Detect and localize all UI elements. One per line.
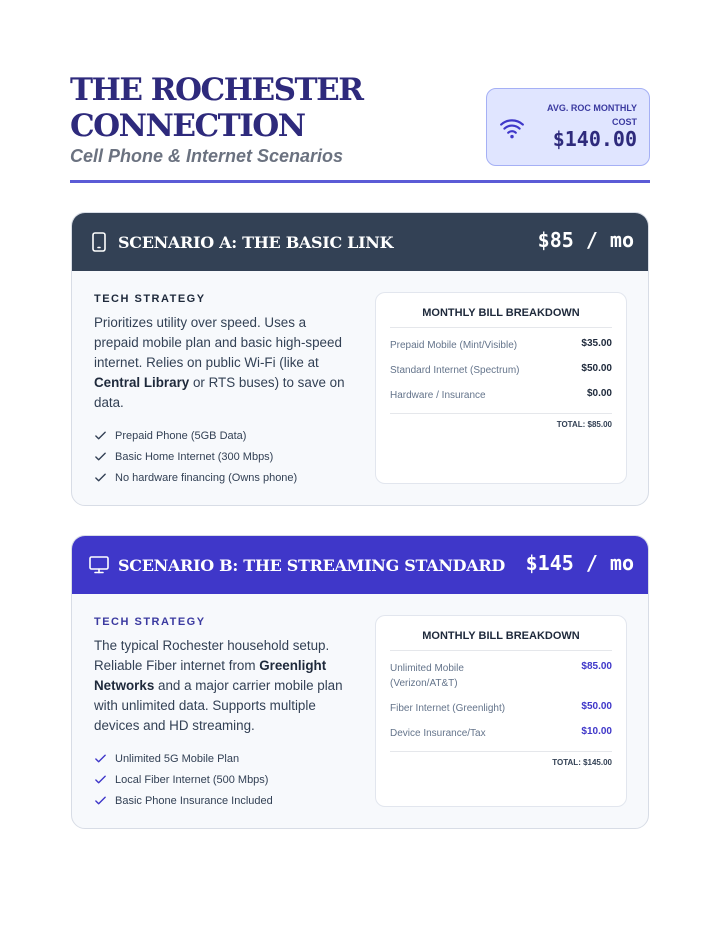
bill-total: TOTAL: $145.00 bbox=[390, 751, 612, 767]
feature-list bbox=[94, 425, 354, 488]
list-item: Local Fiber Internet (500 Mbps) bbox=[94, 769, 354, 790]
check-icon bbox=[94, 429, 107, 442]
scenario-b-price: $145 / mo bbox=[525, 551, 634, 575]
list-item: Basic Home Internet (300 Mbps) bbox=[94, 446, 354, 467]
bill-row: Prepaid Mobile (Mint/Visible) $35.00 bbox=[390, 338, 612, 351]
phone-icon bbox=[88, 231, 110, 253]
avg-cost-label: AVG. ROC MONTHLY COST bbox=[546, 103, 637, 127]
scenario-a-header bbox=[72, 213, 648, 271]
highlight-text: Central Library bbox=[94, 375, 190, 390]
highlight-text: Greenlight Networks bbox=[94, 658, 327, 693]
check-icon bbox=[94, 752, 107, 765]
bill-total: TOTAL: $85.00 bbox=[390, 413, 612, 429]
list-item: Basic Phone Insurance Included bbox=[94, 790, 354, 811]
page-subtitle: Cell Phone & Internet Scenarios bbox=[70, 146, 344, 166]
list-item: Unlimited 5G Mobile Plan bbox=[94, 748, 354, 769]
bill-row: Unlimited Mobile (Verizon/AT&T) $85.00 bbox=[390, 661, 612, 689]
check-icon bbox=[94, 794, 107, 807]
check-icon bbox=[94, 773, 107, 786]
monitor-icon bbox=[88, 554, 110, 576]
scenario-a-bill bbox=[375, 292, 627, 484]
bill-row: Standard Internet (Spectrum) $50.00 bbox=[390, 363, 612, 376]
title-line-2: CONNECTION bbox=[70, 108, 305, 144]
wifi-icon bbox=[499, 115, 525, 141]
check-icon bbox=[94, 471, 107, 484]
strategy-description: Prioritizes utility over speed. Uses a prepaid mobile plan and basic high-speed internet. Relies on public Wi-Fi (like at Central Library or RTS buses) to save on data. bbox=[94, 315, 345, 410]
list-item: Prepaid Phone (5GB Data) bbox=[94, 425, 354, 446]
scenario-b-bill bbox=[375, 615, 627, 807]
bill-row: Hardware / Insurance $0.00 bbox=[390, 388, 612, 401]
bill-title: MONTHLY BILL BREAKDOWN bbox=[390, 307, 612, 328]
bill-title: MONTHLY BILL BREAKDOWN bbox=[390, 630, 612, 651]
header-divider bbox=[70, 180, 650, 183]
strategy-description: The typical Rochester household setup. Reliable Fiber internet from Greenlight Networks and a major carrier mobile plan with unlimited data. Supports multiple devices and HD streaming. bbox=[94, 638, 343, 733]
avg-cost-box bbox=[486, 88, 650, 166]
scenario-b-card bbox=[71, 535, 649, 829]
scenario-b-title: SCENARIO B: THE STREAMING STANDARD bbox=[118, 555, 505, 575]
bill-row: Fiber Internet (Greenlight) $50.00 bbox=[390, 701, 612, 714]
feature-list bbox=[94, 748, 354, 811]
scenario-a-price: $85 / mo bbox=[537, 228, 634, 252]
scenario-a-title: SCENARIO A: THE BASIC LINK bbox=[118, 232, 394, 252]
list-item: No hardware financing (Owns phone) bbox=[94, 467, 354, 488]
strategy-label: TECH STRATEGY bbox=[94, 616, 206, 628]
title-line-1: THE ROCHESTER bbox=[70, 72, 363, 108]
strategy-label: TECH STRATEGY bbox=[94, 293, 206, 305]
scenario-b-strategy bbox=[94, 616, 354, 811]
scenario-a-card bbox=[71, 212, 649, 506]
scenario-b-header bbox=[72, 536, 648, 594]
avg-cost-value: $140.00 bbox=[552, 127, 637, 151]
bill-row: Device Insurance/Tax $10.00 bbox=[390, 726, 612, 739]
scenario-a-strategy bbox=[94, 293, 354, 488]
check-icon bbox=[94, 450, 107, 463]
